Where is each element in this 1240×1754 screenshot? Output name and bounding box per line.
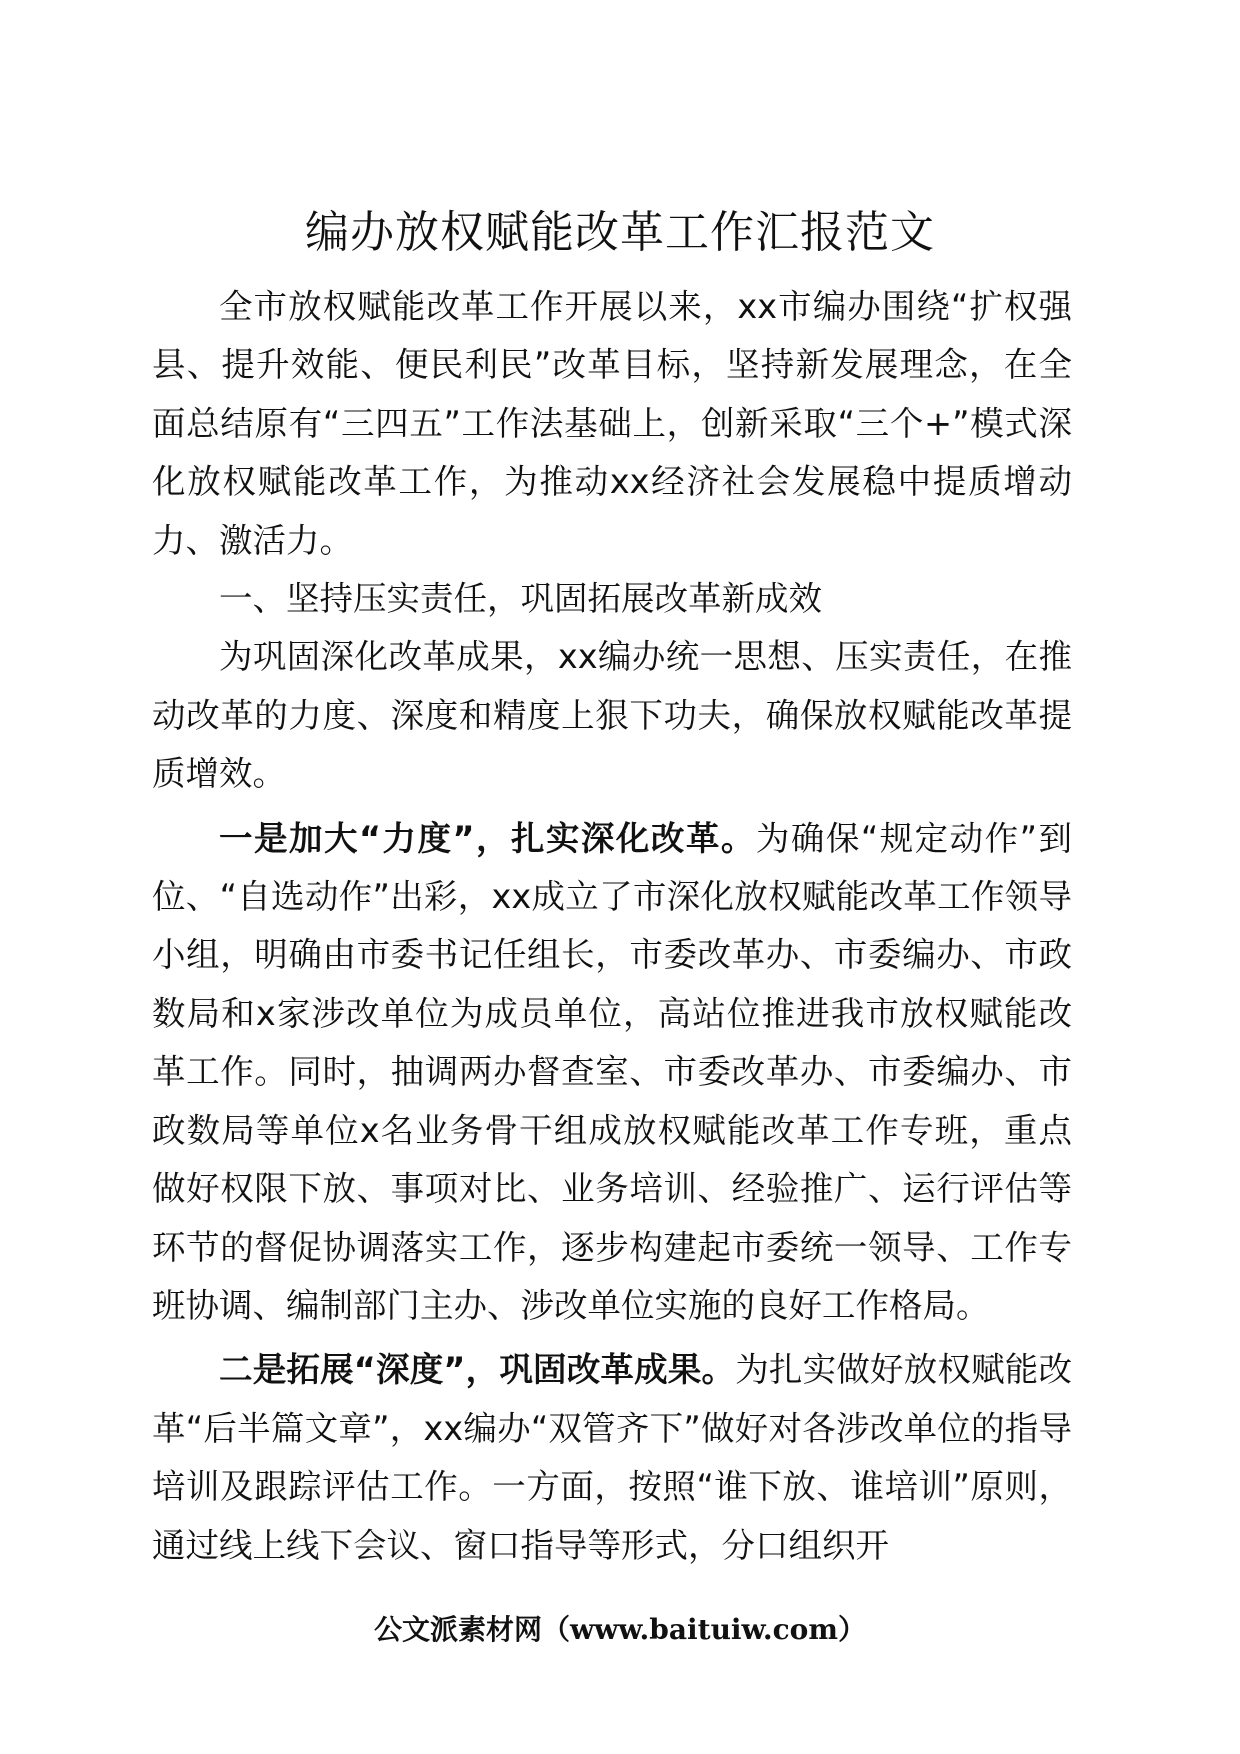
paragraph-intro — [152, 278, 1072, 570]
footer-watermark: 公文派素材网（www.baituiw.com） — [374, 1613, 866, 1646]
paragraph-lead: 二是拓展“深度”，巩固改革成果。 — [219, 1350, 736, 1390]
paragraph-text: 全市放权赋能改革工作开展以来，xx市编办围绕“扩权强县、提升效能、便民利民”改革目标，坚持新发展理念，在全面总结原有“三四五”工作法基础上，创新采取“三个+”模式深化放权赋能改革工作，为推动xx经济社会发展稳中提质增动力、激活力。 — [152, 287, 1072, 560]
document-title: 编办放权赋能改革工作汇报范文 — [305, 207, 935, 258]
paragraph-text: 为扎实做好放权赋能改革“后半篇文章”，xx编办“双管齐下”做好对各涉改单位的指导培训及跟踪评估工作。一方面，按照“谁下放、谁培训”原则，通过线上线下会议、窗口指导等形式，分口组织开 — [152, 1350, 1073, 1565]
paragraph-text: 为确保“规定动作”到位、“自选动作”出彩，xx成立了市深化放权赋能改革工作领导小组，明确由市委书记任组长，市委改革办、市委编办、市政数局和x家涉改单位为成员单位，高站位推进我市放权赋能改革工作。同时，抽调两办督查室、市委改革办、市委编办、市政数局等单位x名业务骨干组成放权赋能改革工作专班，重点做好权限下放、事项对比、业务培训、经验推广、运行评估等环节的督促协调落实工作，逐步构建起市委统一领导、工作专班协调、编制部门主办、涉改单位实施的良好工作格局。 — [152, 818, 1072, 1325]
section-heading-text: 一、坚持压实责任，巩固拓展改革新成效 — [219, 579, 822, 619]
section-heading — [152, 570, 1072, 628]
paragraph-point-two — [152, 1341, 1072, 1575]
document-body — [152, 278, 1072, 1575]
paragraph-point-one — [152, 810, 1072, 1336]
paragraph-lead: 一是加大“力度”，扎实深化改革。 — [219, 818, 756, 858]
paragraph-section-summary — [152, 628, 1072, 803]
paragraph-text: 为巩固深化改革成果，xx编办统一思想、压实责任，在推动改革的力度、深度和精度上狠下功夫，确保放权赋能改革提质增效。 — [152, 637, 1072, 794]
